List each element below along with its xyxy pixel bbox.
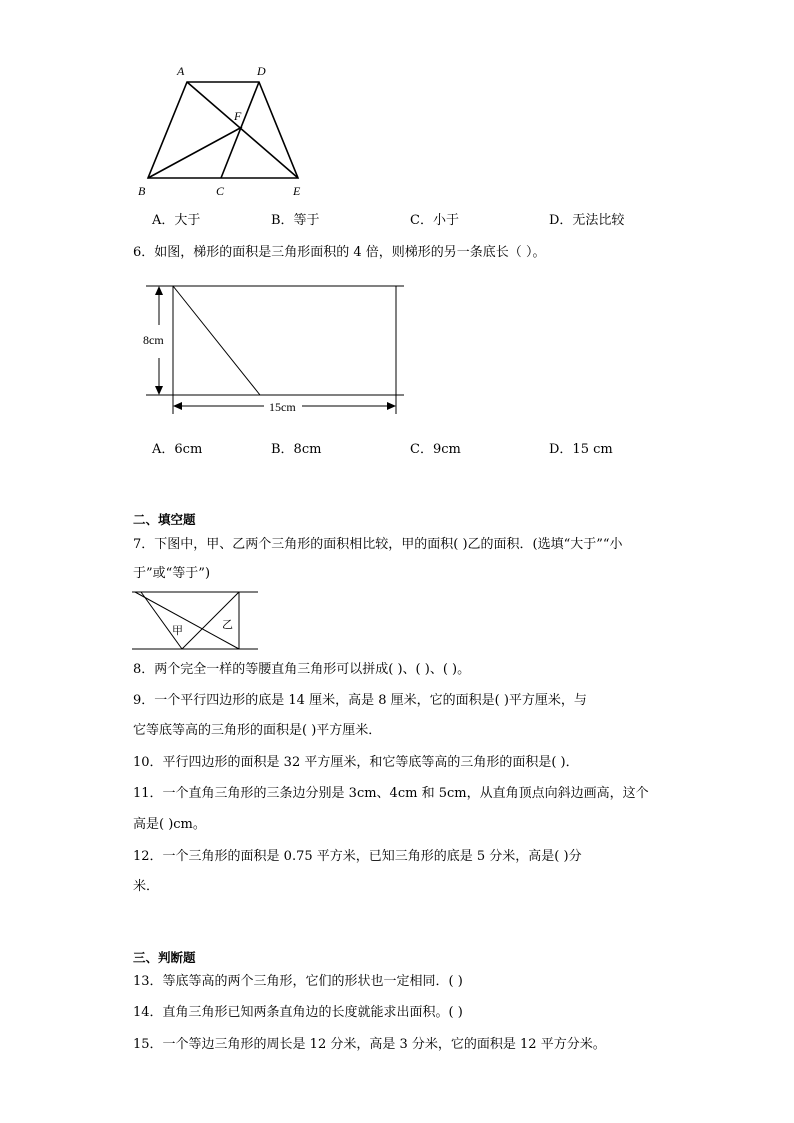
q9-line2: 它等底等高的三角形的面积是( )平方厘米． [133,723,382,738]
height-label: 8cm [143,333,164,347]
q6-option-d[interactable]: D．15 cm [549,442,613,457]
q8-text: 8．两个完全一样的等腰直角三角形可以拼成( )、( )、( )。 [133,662,471,677]
label-jia: 甲 [172,625,183,637]
q15-text: 15．一个等边三角形的周长是 12 分米，高是 3 分米，它的面积是 12 平方分米。 [133,1037,606,1052]
label-c: C [216,184,225,198]
label-b: B [138,184,146,198]
label-yi: 乙 [222,619,233,631]
q12-line1: 12．一个三角形的面积是 0.75 平方米，已知三角形的底是 5 分米，高是( )分 [133,849,582,864]
q5-option-b[interactable]: B．等于 [271,213,320,228]
q9-line1: 9．一个平行四边形的底是 14 厘米，高是 8 厘米，它的面积是( )平方厘米，与 [133,693,587,708]
q12-line2: 米． [133,879,160,894]
q7-line2: 于”或“等于”) [133,566,211,581]
q6-text: 6．如图，梯形的面积是三角形面积的 4 倍，则梯形的另一条底长（ ）。 [133,245,546,260]
label-a: A [177,64,185,78]
q14-text: 14．直角三角形已知两条直角边的长度就能求出面积。( ) [133,1005,463,1020]
q13-text: 13．等底等高的两个三角形，它们的形状也一定相同．( ) [133,974,463,989]
q7-line1: 7．下图中，甲、乙两个三角形的面积相比较，甲的面积( )乙的面积．(选填“大于”“小 [133,537,623,552]
q6-option-c[interactable]: C．9cm [410,442,461,457]
label-f: F [234,109,242,123]
q10-text: 10．平行四边形的面积是 32 平方厘米，和它等底等高的三角形的面积是( )． [133,755,579,770]
q7-figure [130,588,262,654]
section-title-judgment: 三、判断题 [133,950,196,965]
q6-figure [138,278,418,420]
width-label: 15cm [269,400,296,414]
label-e: E [293,184,301,198]
section-title-fill-blank: 二、填空题 [133,512,196,527]
label-d: D [257,64,266,78]
q5-option-d[interactable]: D．无法比较 [549,213,625,228]
q5-option-a[interactable]: A．大于 [152,213,201,228]
q6-option-a[interactable]: A．6cm [152,442,203,457]
q11-line1: 11．一个直角三角形的三条边分别是 3cm、4cm 和 5cm，从直角顶点向斜边画高，这个 [133,786,649,801]
trapezoid-figure [130,60,320,200]
q5-option-c[interactable]: C．小于 [410,213,459,228]
q11-line2: 高是( )cm。 [133,817,206,832]
q6-option-b[interactable]: B．8cm [271,442,322,457]
